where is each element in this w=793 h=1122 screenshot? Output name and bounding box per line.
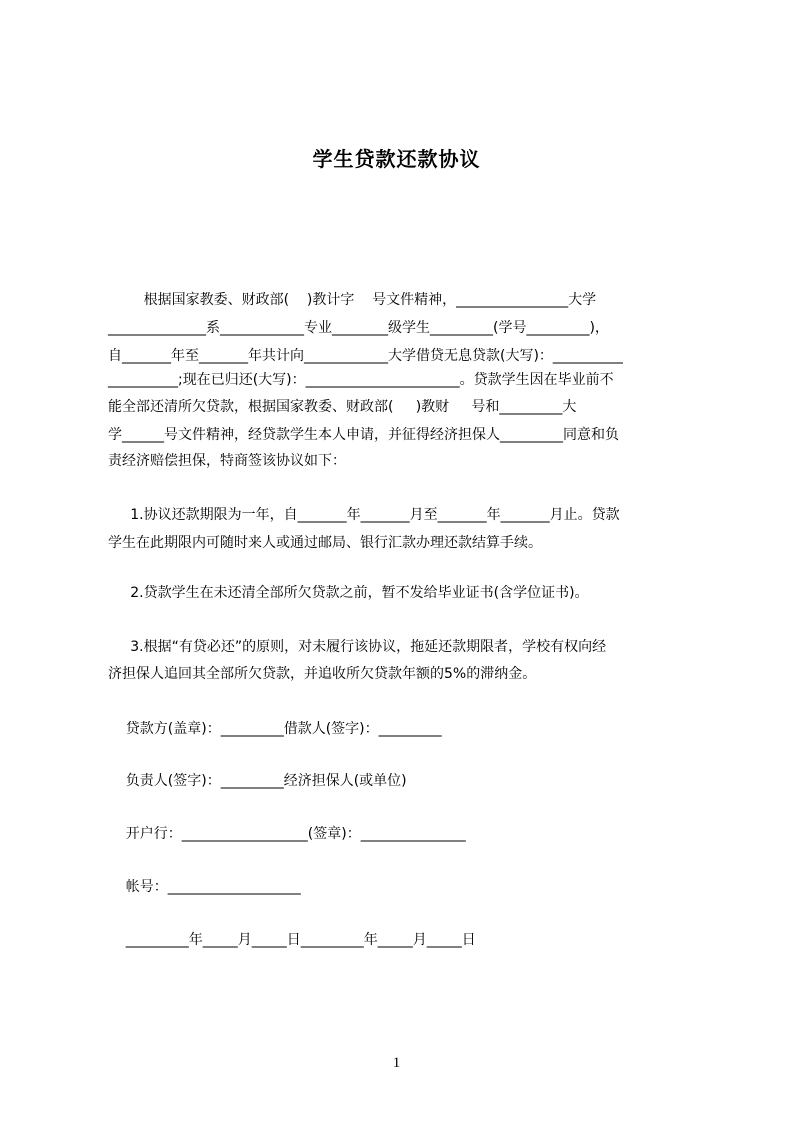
signature-line: 负责人(签字)：_________经济担保人(或单位) [108, 773, 407, 789]
text-line: ______________系____________专业________级学生_________(学号_________)， [108, 320, 609, 336]
page-number: 1 [392, 1055, 401, 1071]
text-line: 责经济赔偿担保，特商签该协议如下： [108, 453, 346, 469]
text-line: 济担保人追回其全部所欠贷款，并追收所欠贷款年额的5%的滞纳金。 [108, 666, 537, 682]
text-line: 能全部还清所欠贷款，根据国家教委、财政部( )教财 号和_________大 [108, 399, 577, 415]
signature-line: 开户行：__________________(签章)：_______________ [108, 826, 466, 842]
text-line: 学______号文件精神，经贷款学生本人申请，并征得经济担保人_________同意和负 [108, 427, 619, 443]
signature-line: _________年_____月_____日_________年_____月_____日 [108, 932, 476, 948]
text-line: 1.协议还款期限为一年，自_______年_______月至_______年_______月止。贷款 [108, 507, 620, 523]
text-line: 自_______年至_______年共计向____________大学借贷无息贷款(大写)：__________ [108, 348, 623, 364]
page-title: 学生贷款还款协议 [312, 147, 481, 171]
text-line: 根据国家教委、财政部( )教计字 号文件精神，________________大学 [108, 292, 597, 308]
text-line: 2.贷款学生在未还清全部所欠贷款之前，暂不发给毕业证书(含学位证书)。 [108, 585, 589, 601]
text-line: 学生在此期限内可随时来人或通过邮局、银行汇款办理还款结算手续。 [108, 535, 542, 551]
text-line: 3.根据“有贷必还”的原则，对未履行该协议，拖延还款期限者，学校有权向经 [108, 639, 607, 655]
text-line: __________;现在已归还(大写)：______________________。贷款学生因在毕业前不 [108, 372, 614, 388]
signature-line: 帐号：___________________ [108, 879, 301, 895]
signature-line: 贷款方(盖章)：_________借款人(签字)：_________ [108, 721, 442, 737]
